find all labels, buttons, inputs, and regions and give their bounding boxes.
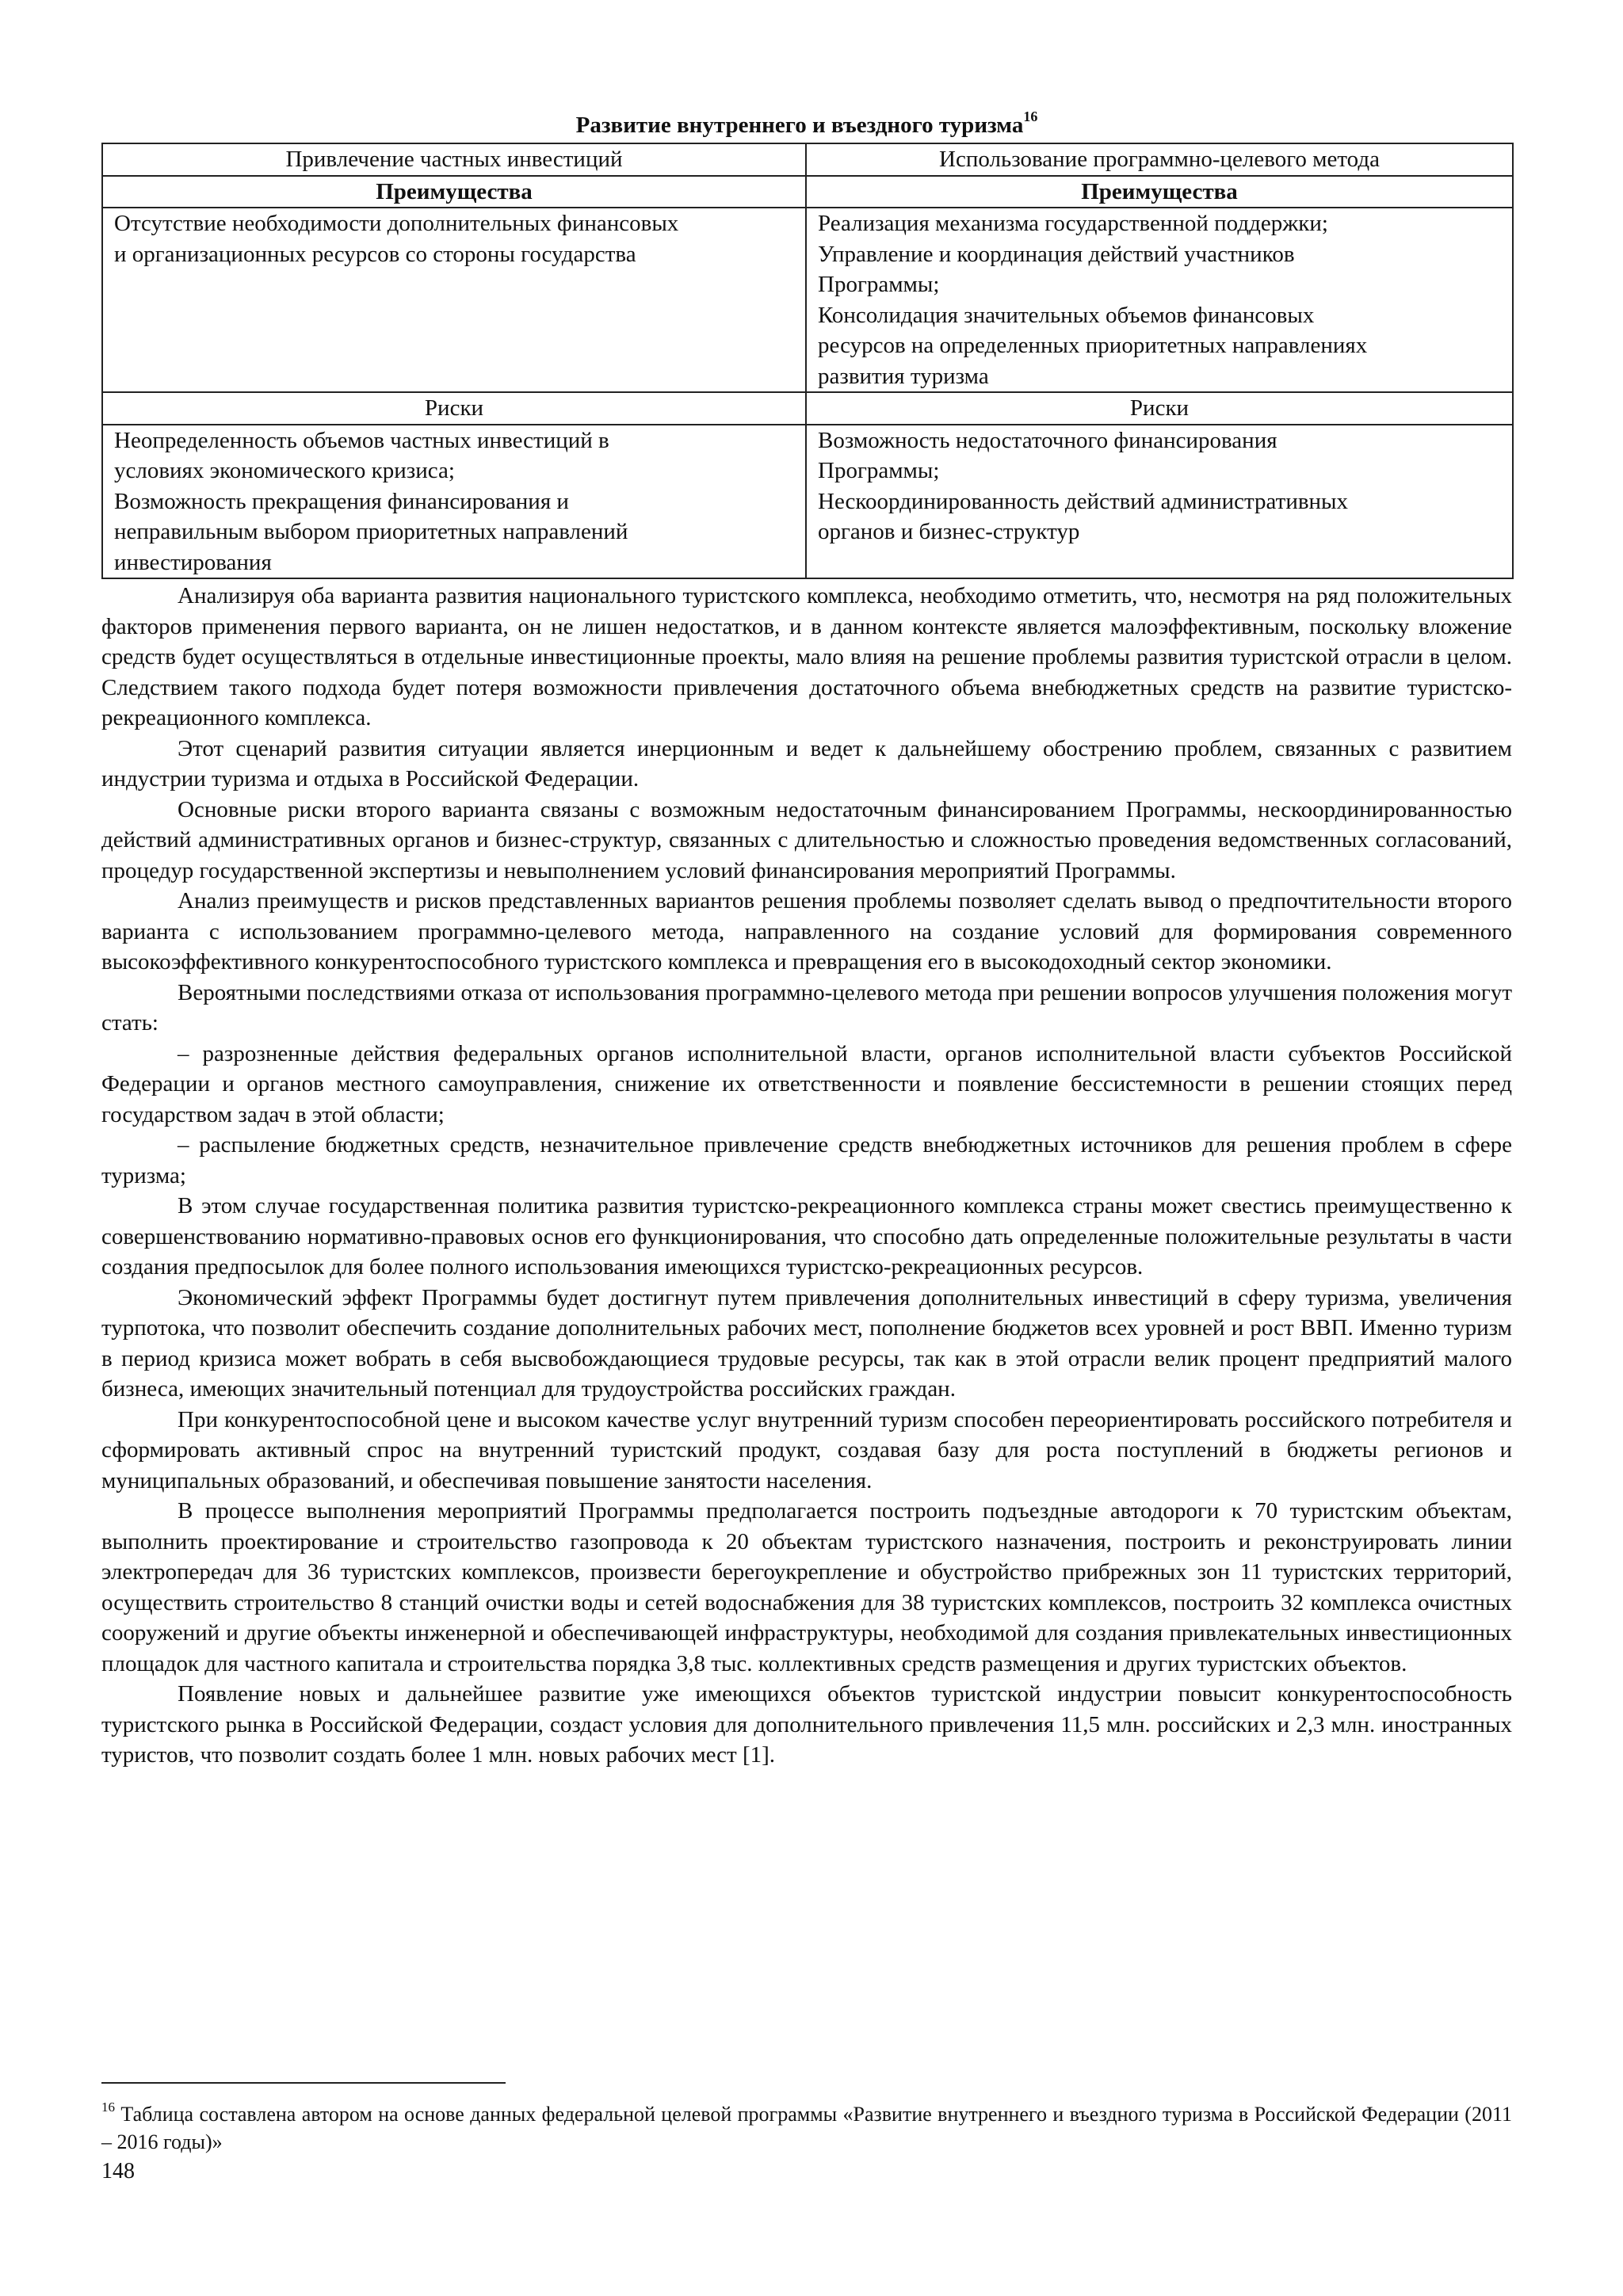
advantages-row xyxy=(102,208,1513,392)
cell-line: Реализация механизма государственной поддержки; xyxy=(818,211,1328,236)
cell-line: неправильным выбором приоритетных направлений xyxy=(114,519,628,544)
cell-line: и организационных ресурсов со стороны государства xyxy=(114,241,636,267)
cell-line: Отсутствие необходимости дополнительных финансовых xyxy=(114,211,679,236)
advantages-header-left: Преимущества xyxy=(102,176,806,208)
footnote-mark: 16 xyxy=(101,2100,115,2115)
footnote-separator xyxy=(101,2082,506,2084)
cell-line: Неопределенность объемов частных инвестиций в xyxy=(114,427,609,453)
paragraph: Основные риски второго варианта связаны с возможным недостаточным финансированием Программы, нескоординированностью действий административных органов и бизнес-структур, связанных с длительностью и сложностью проведения ведомственных согласований, процедур государственной экспертизы и невыполнением условий финансирования мероприятий Программы. xyxy=(101,796,1512,883)
paragraph: При конкурентоспособной цене и высоком качестве услуг внутренний туризм способен переориентировать российского потребителя и сформировать активный спрос на внутренний туристский продукт, создавая базу для роста поступлений в бюджеты регионов и муниципальных образований, и обеспечивая повышение занятости населения. xyxy=(101,1406,1512,1493)
risks-header-left: Риски xyxy=(102,392,806,425)
cell-line: инвестирования xyxy=(114,549,272,575)
advantages-header-right: Преимущества xyxy=(806,176,1513,208)
cell-line: органов и бизнес-структур xyxy=(818,519,1080,544)
paragraph: Анализируя оба варианта развития национального туристского комплекса, необходимо отметить, что, несмотря на ряд положительных факторов применения первого варианта, он не лишен недостатков, и в данном контексте является малоэффективным, поскольку вложение средств будет осуществляться в отдельные инвестиционные проекты, мало влияя на решение проблемы развития туристской отрасли в целом. Следствием такого подхода будет потеря возможности привлечения достаточного объема внебюджетных средств на развитие туристско-рекреационного комплекса. xyxy=(101,583,1512,730)
cell-line: Возможность недостаточного финансирования xyxy=(818,427,1277,453)
advantages-cell-left xyxy=(102,208,806,392)
title-footnote-mark: 16 xyxy=(1023,109,1038,124)
table-title-text: Развитие внутреннего и въездного туризма xyxy=(575,113,1024,138)
comparison-table xyxy=(101,143,1514,579)
column-header-private-investment: Привлечение частных инвестиций xyxy=(102,143,806,176)
risks-header-row xyxy=(102,392,1513,425)
advantages-cell-right xyxy=(806,208,1513,392)
paragraph: В этом случае государственная политика развития туристско-рекреационного комплекса страны может свестись преимущественно к совершенствованию нормативно-правовых основ его функционирования, что способно дать определенные положительные результаты в части создания предпосылок для более полного использования имеющихся туристско-рекреационных ресурсов. xyxy=(101,1193,1512,1280)
footnote xyxy=(101,2100,1512,2156)
risks-header-right: Риски xyxy=(806,392,1513,425)
body-text xyxy=(101,581,1512,1771)
risks-row xyxy=(102,425,1513,579)
cell-line: ресурсов на определенных приоритетных направлениях xyxy=(818,333,1368,358)
cell-line: развития туризма xyxy=(818,363,989,389)
cell-line: Возможность прекращения финансирования и xyxy=(114,488,569,514)
risks-cell-left xyxy=(102,425,806,579)
table-header-row xyxy=(102,143,1513,176)
paragraph: Вероятными последствиями отказа от использования программно-целевого метода при решении вопросов улучшения положения могут стать: xyxy=(101,979,1512,1035)
cell-line: Управление и координация действий участников xyxy=(818,241,1295,267)
page-content xyxy=(101,111,1512,1771)
cell-line: Программы; xyxy=(818,458,940,483)
advantages-header-row xyxy=(102,176,1513,208)
paragraph: Экономический эффект Программы будет достигнут путем привлечения дополнительных инвестиций в сферу туризма, увеличения турпотока, что позволит обеспечить создание дополнительных рабочих мест, пополнение бюджетов всех уровней и рост ВВП. Именно туризм в период кризиса может вобрать в себя высвобождающиеся трудовые ресурсы, так как в этой отрасли велик процент предприятий малого бизнеса, имеющих значительный потенциал для трудоустройства российских граждан. xyxy=(101,1284,1512,1402)
footnote-text: Таблица составлена автором на основе данных федеральной целевой программы «Развитие внутреннего и въездного туризма в Российской Федерации (2011 – 2016 годы)» xyxy=(101,2103,1512,2153)
list-item: – распыление бюджетных средств, незначительное привлечение средств внебюджетных источников для решения проблем в сфере туризма; xyxy=(101,1132,1512,1188)
list-item: – разрозненные действия федеральных органов исполнительной власти, органов исполнительной власти субъектов Российской Федерации и органов местного самоуправления, снижение их ответственности и появление бессистемности в решении стоящих перед государством задач в этой области; xyxy=(101,1040,1512,1127)
paragraph: В процессе выполнения мероприятий Программы предполагается построить подъездные автодороги к 70 туристским объектам, выполнить проектирование и строительство газопровода к 20 объектам туристского назначения, построить и реконструировать линии электропередач для 36 туристских комплексов, произвести берегоукрепление и обустройство прибрежных зон 11 туристских территорий, осуществить строительство 8 станций очистки воды и сетей водоснабжения для 38 туристских комплексов, построить 32 комплекса очистных сооружений и другие объекты инженерной и обеспечивающей инфраструктуры, необходимой для создания привлекательных инвестиционных площадок для частного капитала и строительства порядка 3,8 тыс. коллективных средств размещения и других туристских объектов. xyxy=(101,1498,1512,1676)
cell-line: Консолидация значительных объемов финансовых xyxy=(818,302,1315,328)
cell-line: Нескоординированность действий административных xyxy=(818,488,1349,514)
column-header-program-method: Использование программно-целевого метода xyxy=(806,143,1513,176)
cell-line: Программы; xyxy=(818,272,940,297)
page-number: 148 xyxy=(101,2159,135,2183)
paragraph: Появление новых и дальнейшее развитие уже имеющихся объектов туристской индустрии повысит конкурентоспособность туристского рынка в Российской Федерации, создаст условия для дополнительного привлечения 11,5 млн. российских и 2,3 млн. иностранных туристов, что позволит создать более 1 млн. новых рабочих мест [1]. xyxy=(101,1681,1512,1768)
cell-line: условиях экономического кризиса; xyxy=(114,458,455,483)
risks-cell-right xyxy=(806,425,1513,579)
table-title xyxy=(101,111,1512,143)
paragraph: Этот сценарий развития ситуации является инерционным и ведет к дальнейшему обострению проблем, связанных с развитием индустрии туризма и отдыха в Российской Федерации. xyxy=(101,735,1512,791)
paragraph: Анализ преимуществ и рисков представленных вариантов решения проблемы позволяет сделать вывод о предпочтительности второго варианта с использованием программно-целевого метода, направленного на создание условий для формирования современного высокоэффективного конкурентоспособного туристского комплекса и превращения его в высокодоходный сектор экономики. xyxy=(101,888,1512,974)
